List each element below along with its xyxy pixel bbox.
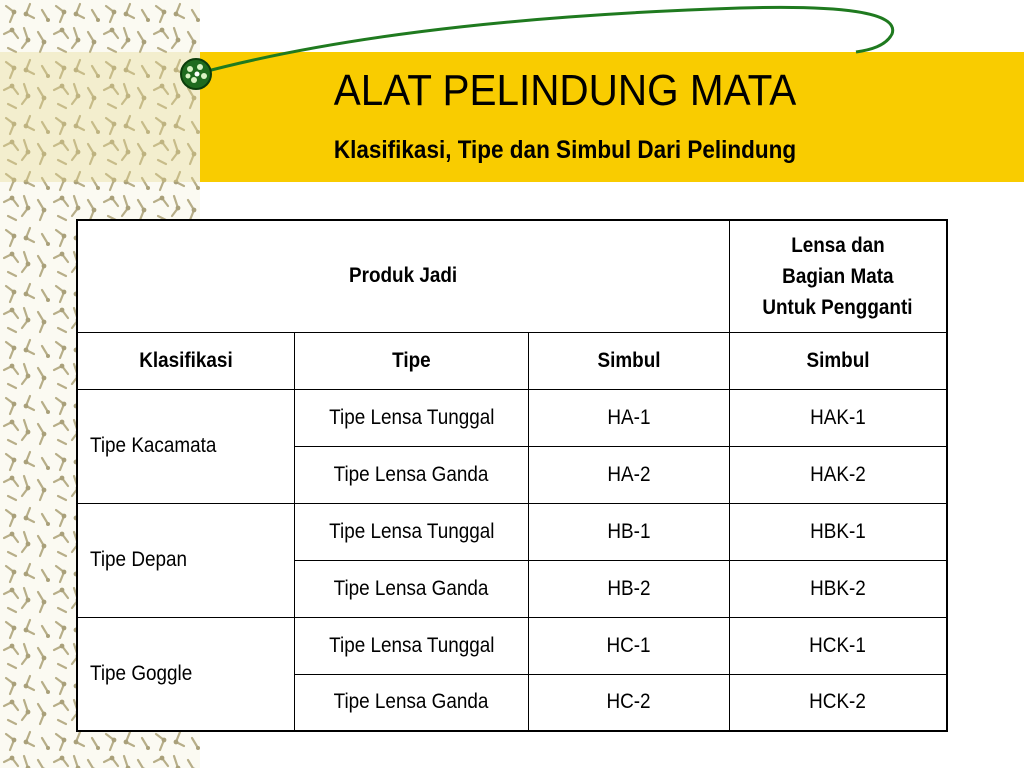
table-row [77, 503, 947, 560]
table-row [77, 389, 947, 446]
simbul-cell: HB-2 [528, 560, 729, 617]
tipe-cell: Tipe Lensa Ganda [295, 560, 529, 617]
col-header-simbul-pengganti: Simbul [729, 332, 947, 389]
page-title: ALAT PELINDUNG MATA [333, 66, 797, 115]
tipe-cell: Tipe Lensa Ganda [295, 446, 529, 503]
simbul-pengganti-cell: HBK-2 [729, 560, 947, 617]
page-subtitle: Klasifikasi, Tipe dan Simbul Dari Pelindung [333, 136, 797, 164]
header-produk-jadi: Produk Jadi [77, 220, 729, 332]
simbul-cell: HC-1 [528, 617, 729, 674]
simbul-cell: HA-2 [528, 446, 729, 503]
klasifikasi-cell: Tipe Goggle [77, 617, 295, 731]
simbul-pengganti-cell: HAK-2 [729, 446, 947, 503]
col-header-klasifikasi: Klasifikasi [77, 332, 295, 389]
simbul-cell: HA-1 [528, 389, 729, 446]
tipe-cell: Tipe Lensa Tunggal [295, 617, 529, 674]
simbul-cell: HC-2 [528, 674, 729, 731]
simbul-pengganti-cell: HBK-1 [729, 503, 947, 560]
col-header-simbul: Simbul [528, 332, 729, 389]
klasifikasi-cell: Tipe Depan [77, 503, 295, 617]
table-row [77, 617, 947, 674]
classification-table [76, 219, 948, 732]
klasifikasi-cell: Tipe Kacamata [77, 389, 295, 503]
simbul-cell: HB-1 [528, 503, 729, 560]
table-group-header-row [77, 220, 947, 332]
tipe-cell: Tipe Lensa Ganda [295, 674, 529, 731]
tipe-cell: Tipe Lensa Tunggal [295, 389, 529, 446]
left-band-tint [0, 52, 200, 182]
simbul-pengganti-cell: HCK-2 [729, 674, 947, 731]
col-header-tipe: Tipe [295, 332, 529, 389]
simbul-pengganti-cell: HCK-1 [729, 617, 947, 674]
tipe-cell: Tipe Lensa Tunggal [295, 503, 529, 560]
simbul-pengganti-cell: HAK-1 [729, 389, 947, 446]
table-column-header-row [77, 332, 947, 389]
header-lensa-pengganti: Lensa dan Bagian Mata Untuk Pengganti [729, 220, 947, 332]
